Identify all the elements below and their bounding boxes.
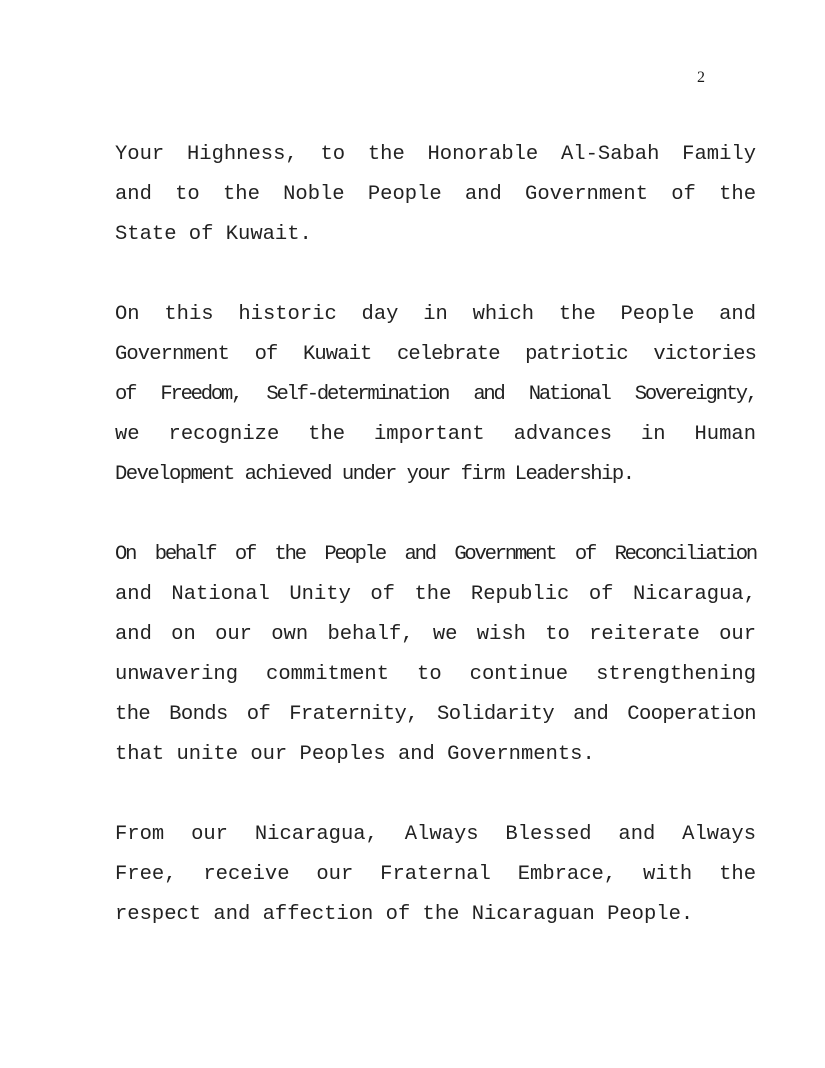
text-line: On this historic day in which the People and xyxy=(115,303,756,326)
paragraph-salutation xyxy=(115,135,756,255)
text-line: Government of Kuwait celebrate patriotic victories xyxy=(115,343,756,366)
text-line: Free, receive our Fraternal Embrace, with the xyxy=(115,863,756,886)
text-line: and on our own behalf, we wish to reiterate our xyxy=(115,623,756,646)
page-number: 2 xyxy=(697,69,705,86)
paragraph-historic-day xyxy=(115,295,756,495)
text-line: and National Unity of the Republic of Nicaragua, xyxy=(115,583,756,606)
text-line: State of Kuwait. xyxy=(115,223,312,246)
text-line: From our Nicaragua, Always Blessed and Always xyxy=(115,823,756,846)
text-line: that unite our Peoples and Governments. xyxy=(115,743,595,766)
paragraph-closing xyxy=(115,815,756,935)
letter-body xyxy=(115,135,756,975)
text-line: of Freedom, Self-determination and National Sovereignty, xyxy=(115,383,756,406)
text-line: unwavering commitment to continue strengthening xyxy=(115,663,756,686)
text-line: On behalf of the People and Government of Reconciliation xyxy=(115,543,756,566)
text-line: Your Highness, to the Honorable Al-Sabah Family xyxy=(115,143,756,166)
text-line: the Bonds of Fraternity, Solidarity and Cooperation xyxy=(115,703,756,726)
text-line: respect and affection of the Nicaraguan People. xyxy=(115,903,694,926)
text-line: we recognize the important advances in Human xyxy=(115,423,756,446)
text-line: Development achieved under your firm Leadership. xyxy=(115,463,634,486)
text-line: and to the Noble People and Government of the xyxy=(115,183,756,206)
paragraph-on-behalf xyxy=(115,535,756,775)
